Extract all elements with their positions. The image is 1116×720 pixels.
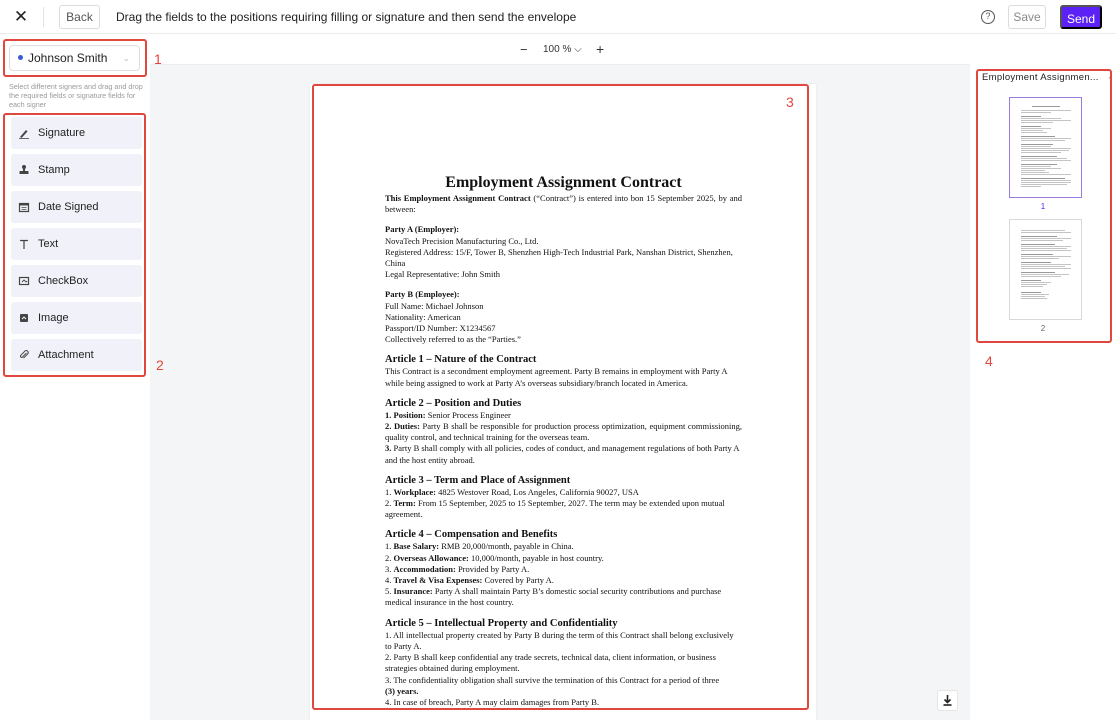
- article-3-item: 2. Term: From 15 September, 2025 to 15 September, 2027. The term may be extended upon mutual agreement.: [385, 498, 725, 520]
- image-icon: [18, 312, 30, 324]
- article-5-item: (3) years.: [385, 685, 419, 696]
- document-viewer: [150, 35, 970, 720]
- party-b-line: Collectively referred to as the “Parties.”: [385, 334, 521, 345]
- article-4-item: 5. Insurance: Party A shall maintain Party B’s domestic social security contributions and purchase medical insurance in the host country.: [385, 586, 722, 608]
- party-b-line: Nationality: American: [385, 311, 461, 322]
- article-4-item: 1. Base Salary: RMB 20,000/month, payable in China.: [385, 541, 574, 552]
- field-label: Image: [38, 312, 69, 324]
- article-4-item: 3. Accommodation: Provided by Party A.: [385, 563, 530, 574]
- zoom-out-button[interactable]: −: [520, 42, 528, 57]
- article-1-title: Article 1 – Nature of the Contract: [385, 354, 537, 366]
- party-a-line: NovaTech Precision Manufacturing Co., Ltd.: [385, 235, 539, 246]
- article-3-title: Article 3 – Term and Place of Assignment: [385, 474, 571, 486]
- field-image[interactable]: [11, 302, 142, 334]
- document-content: [385, 174, 742, 708]
- field-label: Stamp: [38, 164, 70, 176]
- article-3-item: 1. Workplace: 4825 Westover Road, Los Angeles, California 90027, USA: [385, 486, 639, 497]
- article-1-text: This Contract is a secondment employment agreement. Party B remains in employment with Party A while being assigned to work at Party A’s overseas subsidiary/branch located in America.: [385, 366, 728, 388]
- signer-select[interactable]: [9, 45, 140, 71]
- paperclip-icon: [18, 349, 30, 361]
- zoom-level-select[interactable]: 100 % ⌵: [543, 44, 582, 55]
- article-5-item: 2. Party B shall keep confidential any trade secrets, technical data, client information, or business strategies obtained during employment.: [385, 652, 716, 674]
- article-2-item: 1. Position: Senior Process Engineer: [385, 409, 511, 420]
- stamp-icon: [18, 164, 30, 176]
- chevron-down-icon[interactable]: ⌄: [1107, 72, 1114, 81]
- page-number-2: 2: [1040, 324, 1046, 333]
- field-label: Text: [38, 238, 59, 250]
- field-stamp[interactable]: [11, 154, 142, 186]
- field-label: Date Signed: [38, 201, 99, 213]
- party-b-line: Passport/ID Number: X1234567: [385, 323, 496, 334]
- callout-number: 4: [985, 353, 993, 369]
- party-b-heading: Party B (Employee):: [385, 289, 460, 300]
- field-label: CheckBox: [38, 275, 89, 287]
- callout-number: 2: [156, 357, 164, 373]
- party-a-line: Legal Representative: John Smith: [385, 269, 500, 280]
- field-text[interactable]: [11, 228, 142, 260]
- close-icon[interactable]: ✕: [13, 7, 29, 26]
- checkbox-icon: [18, 275, 30, 287]
- signer-color-dot: [18, 55, 23, 60]
- article-2-item: 2. Duties: Party B shall be responsible for production process optimization, equipment commissioning, quality control, and technical training for the overseas team.: [385, 421, 742, 443]
- field-list: [11, 117, 142, 376]
- callout-number: 1: [154, 51, 162, 67]
- help-icon[interactable]: ?: [981, 10, 995, 24]
- article-5-title: Article 5 – Intellectual Property and Confidentiality: [385, 617, 618, 629]
- download-icon: [938, 691, 957, 710]
- article-4-title: Article 4 – Compensation and Benefits: [385, 529, 558, 541]
- callout-number: 3: [786, 94, 794, 110]
- field-label: Attachment: [38, 349, 94, 361]
- party-b-line: Full Name: Michael Johnson: [385, 300, 484, 311]
- divider: [43, 7, 44, 27]
- article-5-item: 3. The confidentiality obligation shall survive the termination of this Contract for a period of three: [385, 674, 720, 685]
- signer-name: Johnson Smith: [28, 51, 108, 65]
- chevron-down-icon: ⌄: [122, 53, 130, 63]
- zoom-bar: [150, 35, 970, 65]
- article-4-item: 2. Overseas Allowance: 10,000/month, payable in host country.: [385, 552, 604, 563]
- page-thumbnail-1[interactable]: [1009, 97, 1082, 198]
- pages-panel: [970, 35, 1116, 720]
- intro-paragraph: This Employment Assignment Contract (“Contract”) is entered into bon 15 September 2025, by and between:: [385, 193, 742, 215]
- save-button[interactable]: Save: [1008, 5, 1046, 29]
- top-bar: [0, 0, 1116, 34]
- document-page[interactable]: [310, 84, 816, 720]
- zoom-in-button[interactable]: +: [596, 41, 605, 57]
- article-2-item: 3. Party B shall comply with all policies, codes of conduct, and management regulations of both Party A and the host entity abroad.: [385, 443, 740, 465]
- page-number-1: 1: [1040, 202, 1046, 211]
- document-title: Employment Assignment Contract: [445, 174, 682, 191]
- field-checkbox[interactable]: [11, 265, 142, 297]
- calendar-icon: [18, 201, 30, 213]
- field-label: Signature: [38, 127, 86, 139]
- page-thumbnail-2[interactable]: [1009, 219, 1082, 320]
- field-date-signed[interactable]: [11, 191, 142, 223]
- field-attachment[interactable]: [11, 339, 142, 371]
- text-icon: [18, 238, 30, 250]
- field-signature[interactable]: [11, 117, 142, 149]
- article-5-item: 1. All intellectual property created by Party B during the term of this Contract shall belong exclusively to Party A.: [385, 629, 734, 651]
- article-2-title: Article 2 – Position and Duties: [385, 397, 522, 409]
- send-button[interactable]: Send: [1060, 5, 1102, 29]
- signature-pen-icon: [18, 127, 30, 139]
- signer-hint: Select different signers and drag and drop the required fields or signature fields for each signer: [9, 82, 143, 109]
- document-name[interactable]: Employment Assignmen...: [982, 72, 1099, 83]
- download-button[interactable]: [937, 690, 958, 711]
- article-5-item: 4. In case of breach, Party A may claim damages from Party B.: [385, 696, 600, 707]
- article-4-item: 4. Travel & Visa Expenses: Covered by Party A.: [385, 575, 554, 586]
- party-a-line: Registered Address: 15/F, Tower B, Shenzhen High-Tech Industrial Park, Nanshan District, Shenzhen, China: [385, 246, 733, 269]
- party-a-heading: Party A (Employer):: [385, 224, 460, 235]
- back-button[interactable]: Back: [59, 5, 100, 29]
- fields-panel: [0, 35, 150, 720]
- instruction-text: Drag the fields to the positions requiring filling or signature and then send the envelope: [116, 10, 577, 24]
